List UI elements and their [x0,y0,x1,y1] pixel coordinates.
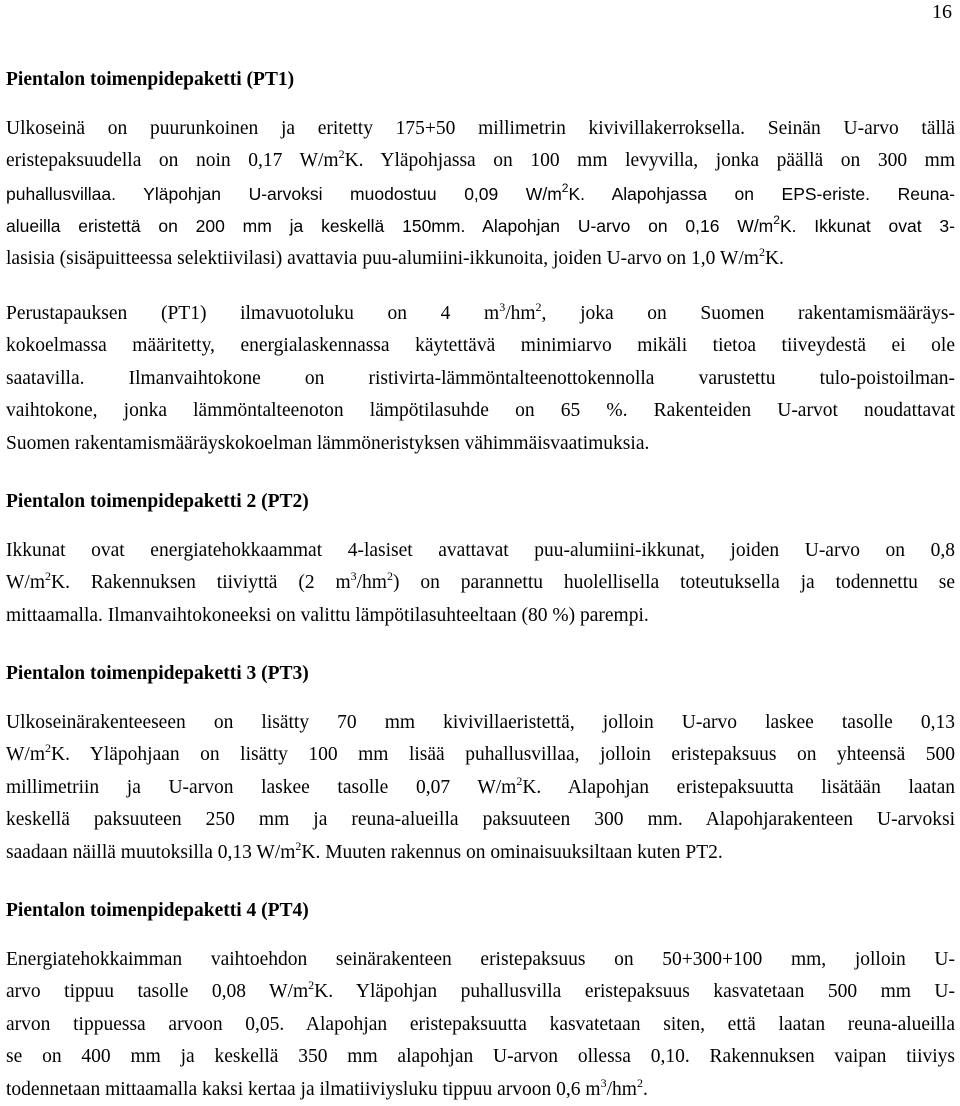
paragraph-pt4 [6,944,955,1106]
text-segment: se on 400 mm ja keskellä 350 mm alapohjan U-arvon ollessa 0,10. Rakennuksen vaipan tiiviys [6,1046,955,1068]
text-segment: . [642,1078,648,1100]
paragraph-pt1-2 [6,298,955,460]
section-heading-pt1: Pientalon toimenpidepaketti (PT1) [6,69,295,90]
text-segment: saadaan näillä muutoksilla 0,13 W/m [6,841,296,863]
paragraph-pt1-1 [6,113,955,275]
text-segment: eristepaksuudella on noin 0,17 W/m [6,150,339,172]
text-segment: /hm [356,572,387,594]
section-heading-pt2: Pientalon toimenpidepaketti 2 (PT2) [6,491,309,512]
text-segment: ) on parannettu huolellisella toteutuksella ja todennettu se [392,572,955,594]
superscript: 3 [350,569,357,584]
text-segment: alueilla eristettä on 200 mm ja keskellä 150mm. Alapohjan U-arvo on 0,16 W/m [6,216,774,237]
text-segment: puhallusvillaa. Yläpohjan U-arvoksi muodostuu 0,09 W/m [6,183,562,204]
text-line [6,837,955,869]
text-line [6,243,955,275]
text-line [6,298,955,330]
text-segment: Energiatehokkaimman vaihtoehdon seinärakenteen eristepaksuus on 50+300+100 mm, jolloin U- [6,949,955,970]
text-line [6,363,955,395]
text-segment: W/m [6,572,45,594]
text-segment: Ulkoseinä on puurunkoinen ja eritetty 175+50 millimetrin kivivillakerroksella. Seinän U-arvo tällä [6,118,955,139]
text-segment: Suomen rakentamismääräyskokoelman lämmöneristyksen vähimmäisvaatimuksia. [6,432,650,454]
text-line [6,772,955,804]
text-line [6,210,955,242]
superscript: 2 [45,569,51,584]
text-segment: K. Muuten rakennus on ominaisuuksiltaan kuten PT2. [301,841,723,863]
text-line [6,707,955,739]
text-line [6,535,955,567]
text-line [6,567,955,599]
paragraph-pt2 [6,535,955,632]
text-segment: K. Rakennuksen tiiviyttä (2 m [51,572,351,594]
text-segment: arvo tippuu tasolle 0,08 W/m [6,981,309,1003]
text-segment: K. Alapohjan eristepaksuutta lisätään laatan [522,776,955,798]
text-line [6,976,955,1008]
superscript: 2 [45,741,51,756]
section-heading-pt3: Pientalon toimenpidepaketti 3 (PT3) [6,663,309,684]
text-segment: saatavilla. Ilmanvaihtokone on ristivirta-lämmöntalteenottokennolla varustettu tulo-poistoilman- [6,367,955,389]
text-segment: /hm [505,303,536,324]
text-line [6,944,955,976]
text-segment: K. Ikkunat ovat 3- [779,216,955,237]
superscript: 2 [308,978,315,993]
text-line [6,1074,955,1106]
text-segment: todennetaan mittaamalla kaksi kertaa ja ilmatiiviysluku tippuu arvoon 0,6 m [6,1078,601,1100]
text-line [6,178,955,210]
text-segment: vaihtokone, jonka lämmöntalteenoton lämpötilasuhde on 65 %. Rakenteiden U-arvot noudattavat [6,400,955,422]
text-segment: Ikkunat ovat energiatehokkaammat 4-lasiset avattavat puu-alumiini-ikkunat, joiden U-arvo on 0,8 [6,540,955,561]
text-line [6,600,955,632]
text-segment: K. [764,247,784,269]
text-segment: mittaamalla. Ilmanvaihtokoneeksi on valittu lämpötilasuhteeltaan (80 %) parempi. [6,604,649,626]
text-segment: K. Yläpohjassa on 100 mm levyvilla, jonka päällä on 300 mm [344,150,955,172]
text-segment: /hm [606,1078,637,1100]
text-line [6,395,955,427]
text-line [6,739,955,771]
paragraph-pt3 [6,707,955,869]
text-segment: , joka on Suomen rakentamismääräys- [541,303,955,324]
superscript: 3 [600,1075,607,1090]
superscript: 2 [773,213,780,228]
text-line [6,330,955,362]
text-segment: K. Yläpohjaan on lisätty 100 mm lisää puhallusvillaa, jolloin eristepaksuus on yhteensä 500 [51,744,955,766]
superscript: 3 [499,300,506,314]
superscript: 2 [338,147,345,162]
superscript: 2 [758,244,765,259]
text-segment: millimetriin ja U-arvon laskee tasolle 0,07 W/m [6,776,517,798]
superscript: 2 [535,300,542,314]
text-line [6,1041,955,1073]
text-line [6,428,955,460]
text-segment: K. Alapohjassa on EPS-eriste. Reuna- [568,183,955,204]
superscript: 2 [636,1075,643,1090]
text-segment: lasisia (sisäpuitteessa selektiivilasi) avattavia puu-alumiini-ikkunoita, joiden U-arvo on 1,0 W/m [6,247,759,269]
text-segment: Perustapauksen (PT1) ilmavuotoluku on 4 m [6,303,500,324]
superscript: 2 [516,773,523,788]
text-segment: kokoelmassa määritetty, energialaskennassa käytettävä minimiarvo mikäli tietoa tiiveydestä ei ole [6,335,955,357]
text-segment: Ulkoseinärakenteeseen on lisätty 70 mm kivivillaeristettä, jolloin U-arvo laskee tasolle 0,13 [6,712,955,733]
section-heading-pt4: Pientalon toimenpidepaketti 4 (PT4) [6,900,309,921]
superscript: 2 [295,838,302,853]
text-line [6,145,955,177]
text-line [6,1009,955,1041]
superscript: 2 [386,569,393,584]
text-segment: keskellä paksuuteen 250 mm ja reuna-alueilla paksuuteen 300 mm. Alapohjarakenteen U-arvoksi [6,809,955,831]
text-line [6,113,955,145]
superscript: 2 [561,180,569,195]
page-number: 16 [932,1,952,23]
text-segment: K. Yläpohjan puhallusvilla eristepaksuus kasvatetaan 500 mm U- [314,981,955,1003]
text-segment: arvon tippuessa arvoon 0,05. Alapohjan eristepaksuutta kasvatetaan siten, että laatan reuna-alueilla [6,1013,955,1035]
text-line [6,804,955,836]
text-segment: W/m [6,744,45,766]
